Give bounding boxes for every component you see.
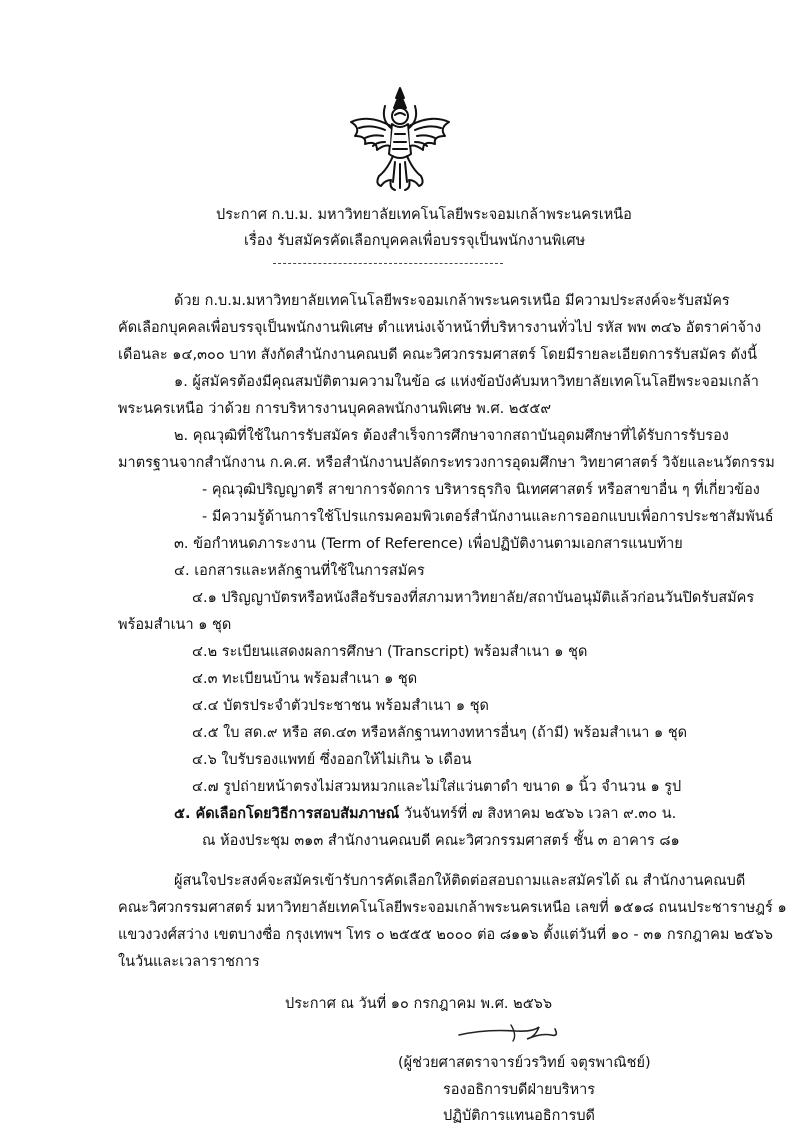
- announce-date: ประกาศ ณ วันที่ ๑๐ กรกฎาคม พ.ศ. ๒๕๖๖: [285, 996, 553, 1012]
- item-3: ๓. ข้อกำหนดภาระงาน (Term of Reference) เพื่อปฏิบัติงานตามเอกสารแนบท้าย: [174, 536, 683, 552]
- announcement-heading: ประกาศ ก.บ.ม. มหาวิทยาลัยเทคโนโลยีพระจอมเกล้าพระนครเหนือ: [216, 207, 632, 223]
- item-2-qualification: - คุณวุฒิปริญญาตรี สาขาการจัดการ บริหารธุรกิจ นิเทศศาสตร์ หรือสาขาอื่น ๆ ที่เกี่ยวข้อง: [202, 482, 760, 498]
- contact-line: ในวันและเวลาราชการ: [118, 954, 260, 970]
- item-2-skill: - มีความรู้ด้านการใช้โปรแกรมคอมพิวเตอร์สำนักงานและการออกแบบเพื่อการประชาสัมพันธ์: [202, 509, 774, 525]
- contact-line: แขวงวงศ์สว่าง เขตบางซื่อ กรุงเทพฯ โทร ๐ ๒๕๕๕ ๒๐๐๐ ต่อ ๘๑๑๖ ตั้งแต่วันที่ ๑๐ - ๓๑ กรกฎาคม ๒๕๖๖: [118, 927, 773, 943]
- intro-line: เดือนละ ๑๔,๓๐๐ บาท สังกัดสำนักงานคณบดี คณะวิศวกรรมศาสตร์ โดยมีรายละเอียดการรับสมัคร ดังนี้: [118, 347, 758, 363]
- item-4-4: ๔.๔ บัตรประจำตัวประชาชน พร้อมสำเนา ๑ ชุด: [192, 698, 489, 714]
- item-4-1-cont: พร้อมสำเนา ๑ ชุด: [118, 617, 232, 633]
- heading-divider: [273, 263, 503, 264]
- item-4-3: ๔.๓ ทะเบียนบ้าน พร้อมสำเนา ๑ ชุด: [192, 671, 418, 687]
- contact-line: คณะวิศวกรรมศาสตร์ มหาวิทยาลัยเทคโนโลยีพระจอมเกล้าพระนครเหนือ เลขที่ ๑๕๑๘ ถนนประชาราษฎร์ ๑: [118, 900, 787, 916]
- intro-line: คัดเลือกบุคคลเพื่อบรรจุเป็นพนักงานพิเศษ ตำแหน่งเจ้าหน้าที่บริหารงานทั่วไป รหัส พพ ๓๔๖ อัตราค่าจ้าง: [118, 320, 762, 336]
- announcement-subject: เรื่อง รับสมัครคัดเลือกบุคคลเพื่อบรรจุเป็นพนักงานพิเศษ: [244, 233, 586, 249]
- signatory-name: (ผู้ช่วยศาสตราจารย์วรวิทย์ จตุรพาณิชย์): [398, 1055, 651, 1071]
- contact-line: ผู้สนใจประสงค์จะสมัครเข้ารับการคัดเลือกให้ติดต่อสอบถามและสมัครได้ ณ สำนักงานคณบดี: [174, 873, 746, 889]
- signatory-title: รองอธิการบดีฝ่ายบริหาร: [443, 1082, 596, 1098]
- item-4-6: ๔.๖ ใบรับรองแพทย์ ซึ่งออกให้ไม่เกิน ๖ เดือน: [192, 752, 472, 768]
- garuda-emblem-icon: [345, 84, 455, 196]
- item-4: ๔. เอกสารและหลักฐานที่ใช้ในการสมัคร: [174, 563, 425, 579]
- intro-line: ด้วย ก.บ.ม.มหาวิทยาลัยเทคโนโลยีพระจอมเกล้าพระนครเหนือ มีความประสงค์จะรับสมัคร: [174, 293, 730, 309]
- item-5: [174, 805, 676, 823]
- signatory-acting-title: ปฏิบัติการแทนอธิการบดี: [443, 1108, 595, 1124]
- item-5-heading: ๕. คัดเลือกโดยวิธีการสอบสัมภาษณ์: [174, 806, 400, 822]
- item-4-5: ๔.๕ ใบ สด.๙ หรือ สด.๔๓ หรือหลักฐานทางทหารอื่นๆ (ถ้ามี) พร้อมสำเนา ๑ ชุด: [192, 725, 688, 741]
- item-1: ๑. ผู้สมัครต้องมีคุณสมบัติตามความในข้อ ๘ แห่งข้อบังคับมหาวิทยาลัยเทคโนโลยีพระจอมเกล้า: [174, 374, 759, 390]
- item-5-schedule: วันจันทร์ที่ ๗ สิงหาคม ๒๕๖๖ เวลา ๙.๓๐ น.: [399, 806, 677, 822]
- item-4-2: ๔.๒ ระเบียนแสดงผลการศึกษา (Transcript) พร้อมสำเนา ๑ ชุด: [192, 644, 588, 660]
- item-4-7: ๔.๗ รูปถ่ายหน้าตรงไม่สวมหมวกและไม่ใส่แว่นตาดำ ขนาด ๑ นิ้ว จำนวน ๑ รูป: [192, 779, 682, 795]
- item-5-venue: ณ ห้องประชุม ๓๑๓ สำนักงานคณบดี คณะวิศวกรรมศาสตร์ ชั้น ๓ อาคาร ๘๑: [202, 833, 680, 849]
- item-2-cont: มาตรฐานจากสำนักงาน ก.ค.ศ. หรือสำนักงานปลัดกระทรวงการอุดมศึกษา วิทยาศาสตร์ วิจัยและนวัตกรรม: [118, 455, 775, 471]
- item-2: ๒. คุณวุฒิที่ใช้ในการรับสมัคร ต้องสำเร็จการศึกษาจากสถาบันอุดมศึกษาที่ได้รับการรับรอง: [174, 428, 729, 444]
- item-4-1: ๔.๑ ปริญญาบัตรหรือหนังสือรับรองที่สภามหาวิทยาลัย/สถาบันอนุมัติแล้วก่อนวันปิดรับสมัคร: [192, 590, 755, 606]
- handwritten-signature-icon: [455, 1015, 565, 1047]
- item-1-cont: พระนครเหนือ ว่าด้วย การบริหารงานบุคคลพนักงานพิเศษ พ.ศ. ๒๕๕๙: [118, 401, 552, 417]
